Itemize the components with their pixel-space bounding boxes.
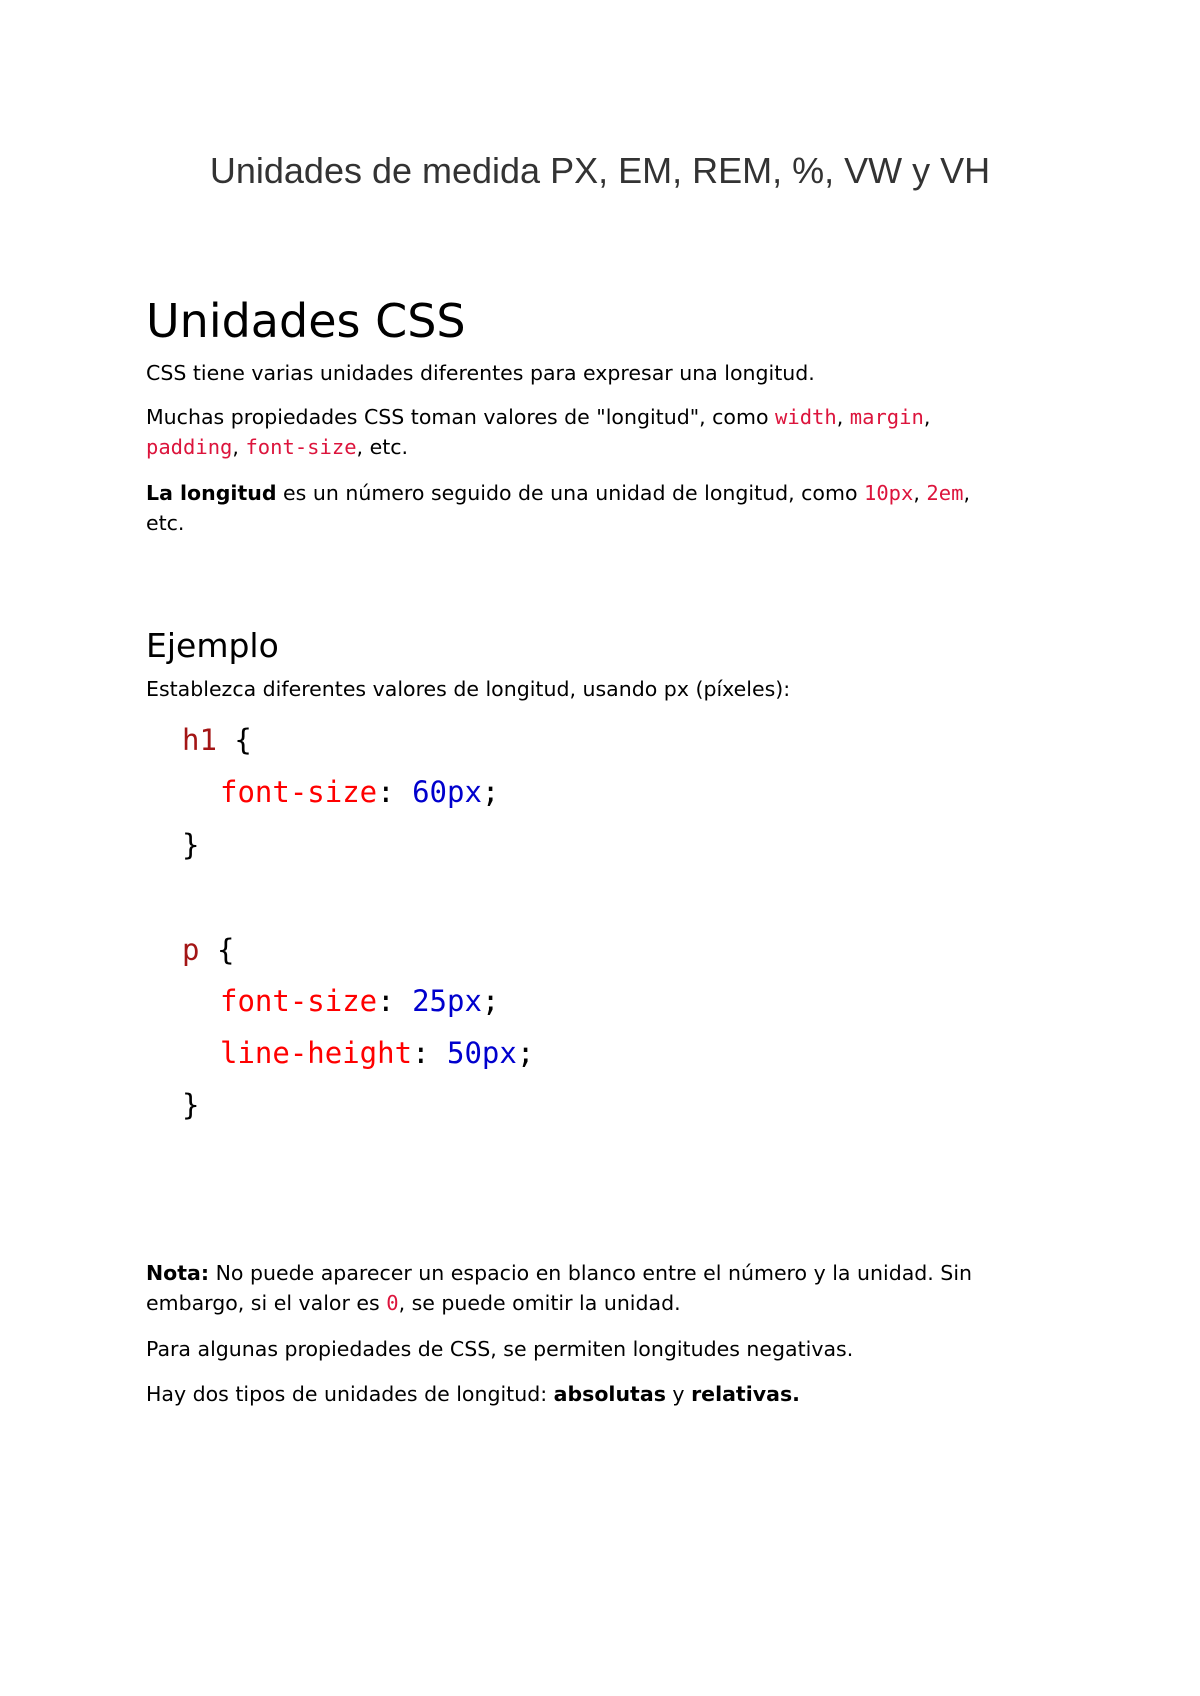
code-value: 60px <box>412 775 482 809</box>
code-selector: h1 <box>182 723 217 757</box>
code-line <box>220 1036 534 1070</box>
code-brace: } <box>182 828 200 862</box>
unit-types-paragraph <box>146 1379 1066 1409</box>
code-width: width <box>775 405 837 429</box>
separator: , <box>232 435 246 459</box>
code-property: line-height <box>220 1036 413 1070</box>
separator: , <box>963 481 970 505</box>
code-10px: 10px <box>864 481 914 505</box>
code-semicolon: ; <box>481 775 500 809</box>
negative-lengths-paragraph: Para algunas propiedades de CSS, se permiten longitudes negativas. <box>146 1337 854 1361</box>
paragraph-text: Muchas propiedades CSS toman valores de "longitud", como <box>146 405 776 429</box>
code-property: font-size <box>220 984 378 1018</box>
separator: , <box>913 481 927 505</box>
paragraph-text: etc. <box>146 511 185 535</box>
code-line <box>182 723 252 757</box>
code-colon: : <box>377 984 395 1018</box>
note-paragraph <box>146 1258 1066 1318</box>
example-description: Establezca diferentes valores de longitud, usando px (píxeles): <box>146 677 791 701</box>
separator: , <box>923 405 931 429</box>
example-heading: Ejemplo <box>146 626 279 665</box>
code-zero: 0 <box>386 1291 399 1315</box>
bold-relative: relativas. <box>691 1382 800 1406</box>
paragraph-text: , etc. <box>356 435 409 459</box>
paragraph-text: es un número seguido de una unidad de longitud, como <box>276 481 864 505</box>
paragraph-text: Hay dos tipos de unidades de longitud: <box>146 1382 554 1406</box>
code-brace: { <box>216 933 235 967</box>
note-label: Nota: <box>146 1261 210 1285</box>
code-property: font-size <box>220 775 378 809</box>
length-properties-paragraph <box>146 402 1066 462</box>
code-colon: : <box>377 775 395 809</box>
code-2em: 2em <box>926 481 964 505</box>
paragraph-text: , se puede omitir la unidad. <box>398 1291 681 1315</box>
code-line <box>182 933 234 967</box>
code-line <box>220 984 499 1018</box>
bold-term: La longitud <box>146 481 277 505</box>
code-font-size: font-size <box>245 435 357 459</box>
code-brace: } <box>182 1088 200 1122</box>
length-definition-paragraph <box>146 478 1066 538</box>
code-line <box>182 828 199 862</box>
code-padding: padding <box>146 435 233 459</box>
intro-paragraph: CSS tiene varias unidades diferentes para expresar una longitud. <box>146 361 815 385</box>
code-semicolon: ; <box>481 984 500 1018</box>
code-line <box>182 1088 199 1122</box>
code-value: 25px <box>412 984 482 1018</box>
code-value: 50px <box>447 1036 517 1070</box>
section-heading: Unidades CSS <box>146 294 466 348</box>
document-title: Unidades de medida PX, EM, REM, %, VW y VH <box>209 150 991 191</box>
bold-absolute: absolutas <box>553 1382 666 1406</box>
code-selector: p <box>182 933 200 967</box>
paragraph-text: No puede aparecer un espacio en blanco entre el número y la unidad. Sin embargo, si el valor es <box>146 1261 973 1315</box>
code-brace: { <box>234 723 252 757</box>
code-colon: : <box>412 1036 430 1070</box>
code-line <box>220 775 499 809</box>
code-margin: margin <box>849 405 924 429</box>
paragraph-text: y <box>665 1382 692 1406</box>
code-semicolon: ; <box>516 1036 535 1070</box>
separator: , <box>836 405 850 429</box>
